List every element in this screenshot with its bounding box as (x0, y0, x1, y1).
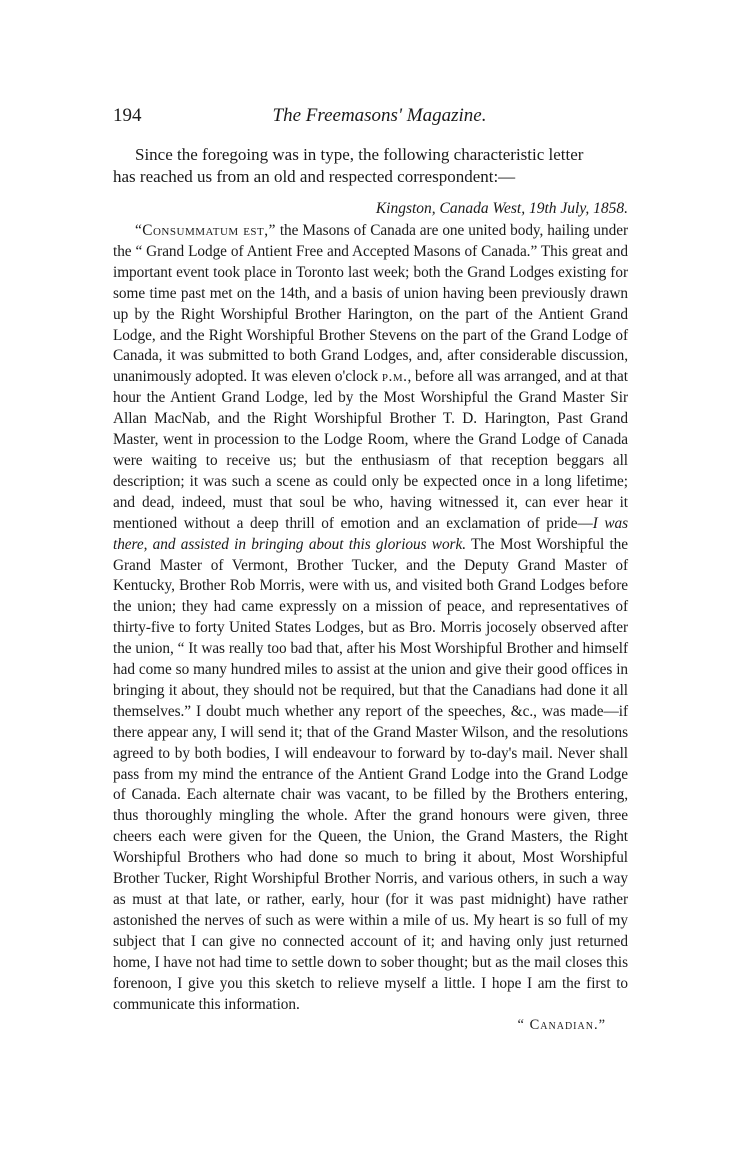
intro-line-2: has reached us from an old and respected correspondent:— (113, 167, 516, 186)
intro-line-1: Since the foregoing was in type, the following characteristic letter (135, 145, 584, 164)
letter-text-part-2: , before all was arranged, and at that hour the Antient Grand Lodge, led by the Most Worshipful the Grand Master Sir Allan MacNab, and the Right Worshipful Brother T. D. Harington, Past Grand Master, went in procession to the Lodge Room, where the Grand Lodge of Canada were waiting to receive us; but the enthusiasm of that reception beggars all description; it was such a scene as could only be expected once in a long lifetime; and dead, indeed, must that soul be who, having witnessed it, can ever hear it mentioned without a deep thrill of emotion and an exclamation of pride— (113, 368, 628, 532)
letter-signature: “ Canadian.” (517, 1017, 606, 1034)
letter-text-part-3: The Most Worshipful the Grand Master of Vermont, Brother Tucker, and the Deputy Grand Master of Kentucky, Brother Rob Morris, were with us, and visited both Grand Lodges before the union; they had came expressly on a mission of peace, and representatives of thirty-five to forty United States Lodges, but as Bro. Morris jocosely observed after the union, “ It was really too bad that, after his Most Worshipful Brother and himself had come so many hundred miles to assist at the union and give their good offices in bringing it about, they should not be required, but that the Canadians had done it all themselves.” I doubt much whether any report of the speeches, &c., was made—if there appear any, I will send it; that of the Grand Master Wilson, and the resolutions agreed to by both bodies, I will endeavour to forward by to-day's mail. Never shall pass from my mind the entrance of the Antient Grand Lodge into the Grand Lodge of Canada. Each alternate chair was vacant, to be filled by the Brothers entering, thus thoroughly mingling the whole. After the grand honours were given, three cheers each were given for the Queen, the Union, the Grand Masters, the Right Worshipful Brothers who had done so much to bring it about, Most Worshipful Brother Tucker, Right Worshipful Brother Norris, and various others, in such a way as must at that late, or rather, early, hour (for it was past midnight) have rather astonished the nerves of such as were within a mile of us. My heart is so full of my subject that I can give no connected account of it; and having only just returned home, I have not had time to settle down to sober thought; but as the mail closes this forenoon, I give you this sketch to relieve myself a little. I hope I am the first to communicate this information. (113, 535, 628, 1013)
letter-dateline: Kingston, Canada West, 19th July, 1858. (375, 200, 628, 217)
page-header (113, 104, 646, 128)
letter-text-part-1: the Masons of Canada are one united body, hailing under the “ Grand Lodge of Antient Free and Accepted Masons of Canada.” This great and important event took place in Toronto last week; both the Grand Lodges existing for some time past met on the 14th, and a basis of union having been previously drawn up by the Right Worshipful Brother Harington, on the part of the Antient Grand Lodge, and the Right Worshipful Brother Stevens on the part of the Grand Lodge of Canada, it was submitted to both Grand Lodges, and, after considerable discussion, unanimously adopted. It was eleven o'clock (113, 222, 628, 386)
page-number: 194 (113, 105, 142, 126)
article-body (113, 144, 628, 1035)
time-pm: p.m. (381, 368, 408, 386)
intro-paragraph (113, 144, 628, 188)
letter-paragraph (113, 221, 628, 1015)
letter-italic-phrase: I was there, and assisted in bringing about this glorious work. (113, 514, 628, 553)
running-title: The Freemasons' Magazine. (272, 105, 487, 126)
letter-opening: “Consummatum est,” (135, 222, 276, 239)
